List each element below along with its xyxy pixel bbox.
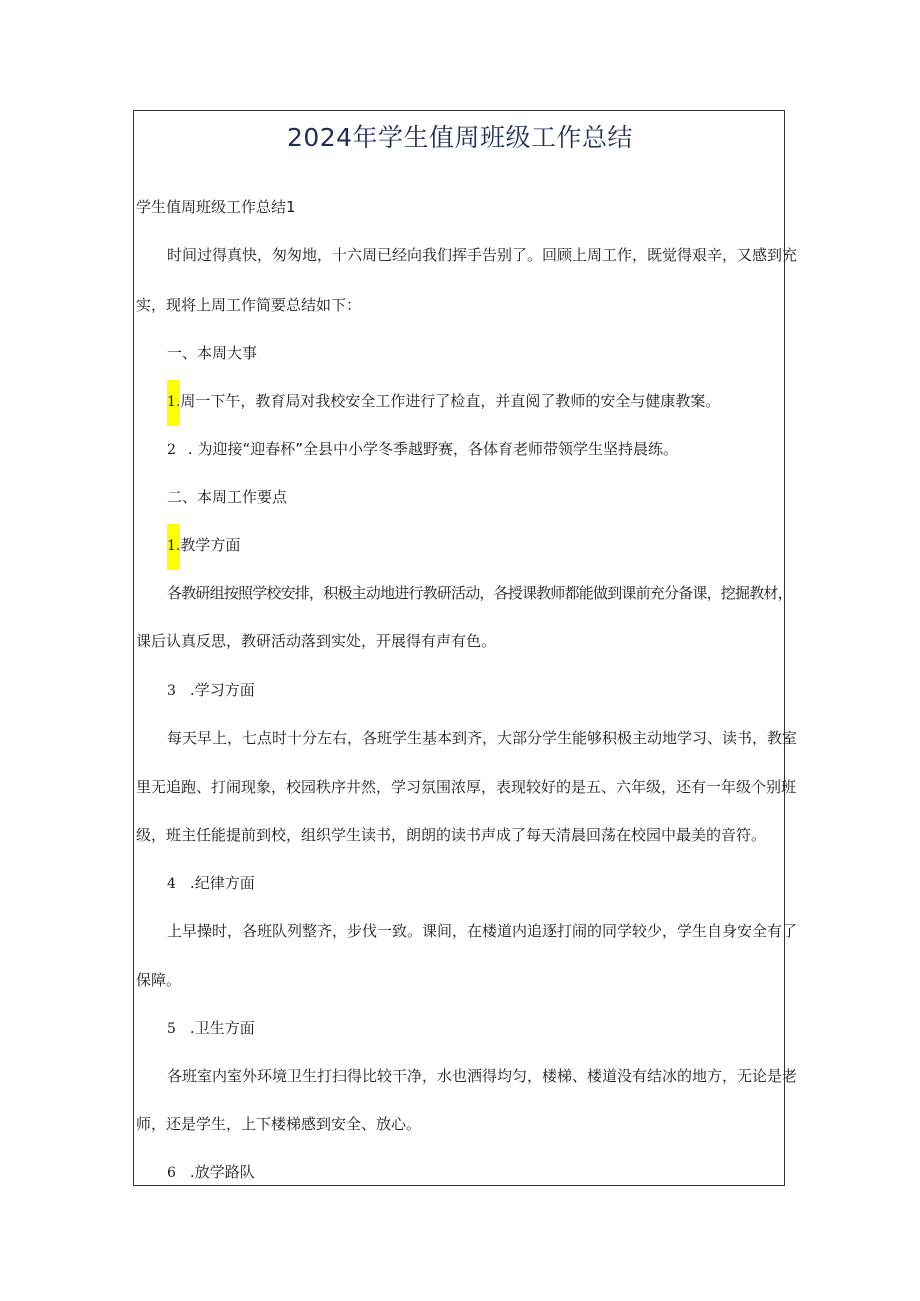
study-paragraph-line-3: 级，班主任能提前到校，组织学生读书，朗朗的读书声成了每天清晨回荡在校园中最美的音符。 — [136, 826, 767, 844]
dismissal-heading-text: .放学路队 — [189, 1163, 255, 1181]
hygiene-heading — [167, 1018, 255, 1039]
hygiene-paragraph-line-1: 各班室内室外环境卫生打扫得比较干净，水也洒得均匀，楼梯、楼道没有结冰的地方，无论是老 — [167, 1067, 798, 1085]
teaching-number: 1. — [167, 524, 180, 570]
intro-paragraph-line-1: 时间过得真快，匆匆地，十六周已经向我们挥手告别了。回顾上周工作，既觉得艰辛，又感到充 — [167, 246, 798, 264]
part2-heading: 二、本周工作要点 — [167, 488, 288, 506]
study-paragraph-line-2: 里无追跑、打闹现象，校园秩序井然，学习氛围浓厚，表现较好的是五、六年级，还有一年级个别班 — [136, 778, 797, 796]
item-1-text: 周一下午，教育局对我校安全工作进行了检直，并直阅了教师的安全与健康教案。 — [180, 392, 721, 410]
discipline-paragraph-line-2: 保障。 — [136, 971, 182, 989]
part1-heading: 一、本周大事 — [167, 344, 258, 362]
study-paragraph-line-1: 每天早上，七点时十分左右，各班学生基本到齐，大部分学生能够积极主动地学习、读书，教室 — [167, 729, 798, 747]
teaching-paragraph-line-1: 各教研组按照学校安排，积极主动地进行教研活动，各授课教师都能做到课前充分备课，挖掘教材， — [167, 584, 792, 602]
item-2-number: 2 — [167, 442, 176, 458]
hygiene-number: 5 — [167, 1021, 176, 1037]
study-number: 3 — [167, 683, 176, 699]
document-title: 2024年学生值周班级工作总结 — [286, 123, 634, 152]
discipline-heading-text: .纪律方面 — [189, 874, 255, 892]
section-heading: 学生值周班级工作总结1 — [136, 198, 296, 216]
study-heading — [167, 680, 255, 701]
item-2 — [167, 439, 678, 460]
discipline-heading — [167, 873, 255, 894]
teaching-heading — [167, 535, 240, 556]
intro-paragraph-line-2: 实，现将上周工作简要总结如下： — [136, 296, 362, 314]
teaching-paragraph-line-2: 课后认真反思，教研活动落到实处，开展得有声有色。 — [136, 632, 497, 650]
dismissal-number: 6 — [167, 1165, 176, 1181]
item-1 — [167, 391, 720, 412]
discipline-paragraph-line-1: 上早操时，各班队列整齐，步伐一致。课间，在楼道内追逐打闹的同学较少，学生自身安全有了 — [167, 922, 798, 940]
discipline-number: 4 — [167, 876, 176, 892]
item-1-number: 1. — [167, 380, 180, 426]
dismissal-heading — [167, 1162, 255, 1183]
hygiene-paragraph-line-2: 师，还是学生，上下楼梯感到安全、放心。 — [136, 1115, 422, 1133]
teaching-heading-text: 教学方面 — [180, 536, 241, 554]
hygiene-heading-text: .卫生方面 — [189, 1019, 255, 1037]
item-2-text: . 为迎接“迎春杯”全县中小学冬季越野赛，各体育老师带领学生坚持晨练。 — [187, 440, 679, 458]
study-heading-text: .学习方面 — [189, 681, 255, 699]
